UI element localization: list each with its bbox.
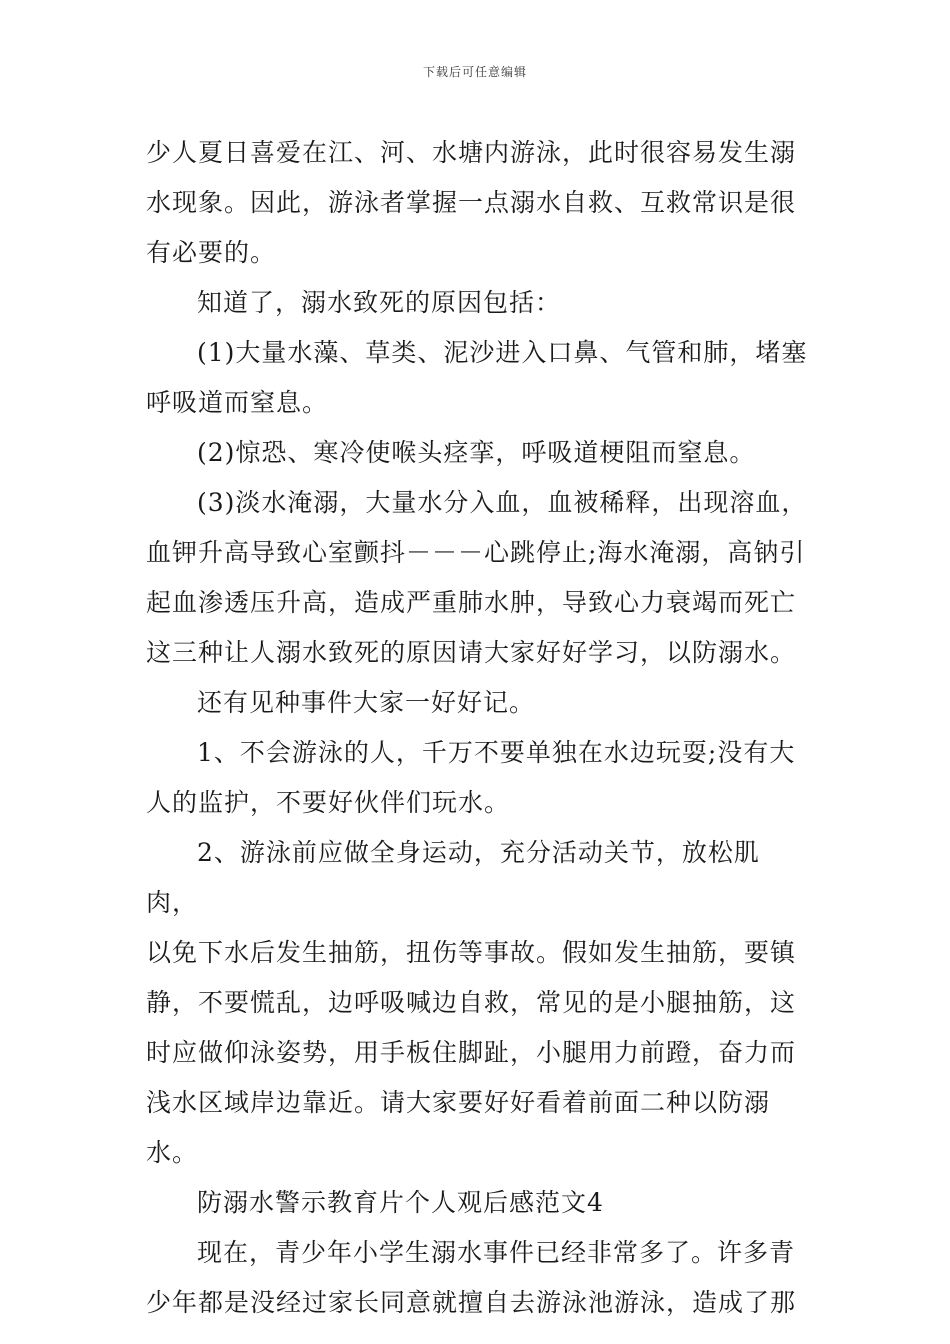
text-line: 少年都是没经过家长同意就擅自去游泳池游泳，造成了那	[146, 1288, 797, 1317]
paragraph-rule-2	[146, 828, 810, 1178]
paragraph-rule-1	[146, 728, 810, 828]
text-line: 少人夏日喜爱在江、河、水塘内游泳，此时很容易发生溺	[146, 138, 797, 167]
paragraph-causes-heading	[146, 278, 810, 328]
text-line: 1、不会游泳的人，千万不要单独在水边玩耍;没有大	[197, 738, 796, 767]
paragraph-cause-3	[146, 478, 810, 678]
text-line: (1)大量水藻、草类、泥沙进入口鼻、气管和肺，堵塞	[197, 338, 808, 367]
paragraph-essay-4	[146, 1228, 810, 1328]
text-line: 水现象。因此，游泳者掌握一点溺水自救、互救常识是很	[146, 188, 797, 217]
paragraph-cause-1	[146, 328, 810, 428]
paragraph-cause-2	[146, 428, 810, 478]
text-line: 呼吸道而窒息。	[146, 388, 329, 417]
text-line: 还有见种事件大家一好好记。	[197, 688, 536, 717]
text-line: 知道了，溺水致死的原因包括：	[197, 288, 562, 317]
text-line: 2、游泳前应做全身运动，充分活动关节，放松肌肉，	[146, 838, 760, 917]
paragraph-remember	[146, 678, 810, 728]
text-line: 静，不要慌乱，边呼吸喊边自救，常见的是小腿抽筋，这	[146, 988, 797, 1017]
text-line: 人的监护，不要好伙伴们玩水。	[146, 788, 511, 817]
paragraph-intro	[146, 128, 810, 278]
text-line: 时应做仰泳姿势，用手板住脚趾，小腿用力前蹬，奋力而	[146, 1038, 797, 1067]
text-line: (2)惊恐、寒冷使喉头痉挛，呼吸道梗阻而窒息。	[197, 438, 756, 467]
text-line: (3)淡水淹溺，大量水分入血，血被稀释，出现溶血，	[197, 488, 808, 517]
section-title	[146, 1178, 810, 1228]
text-line: 防溺水警示教育片个人观后感范文4	[197, 1188, 604, 1217]
document-body	[146, 128, 810, 1328]
text-line: 浅水区域岸边靠近。请大家要好好看着前面二种以防溺水。	[146, 1088, 771, 1167]
text-line: 起血渗透压升高，造成严重肺水肿，导致心力衰竭而死亡	[146, 588, 797, 617]
text-line: 这三种让人溺水致死的原因请大家好好学习，以防溺水。	[146, 638, 797, 667]
text-line: 现在，青少年小学生溺水事件已经非常多了。许多青	[197, 1238, 796, 1267]
text-line: 以免下水后发生抽筋，扭伤等事故。假如发生抽筋，要镇	[146, 938, 797, 967]
text-line: 有必要的。	[146, 238, 277, 267]
page-header: 下载后可任意编辑	[422, 65, 527, 79]
text-line: 血钾升高导致心室颤抖－－－心跳停止;海水淹溺，高钠引	[146, 538, 806, 567]
